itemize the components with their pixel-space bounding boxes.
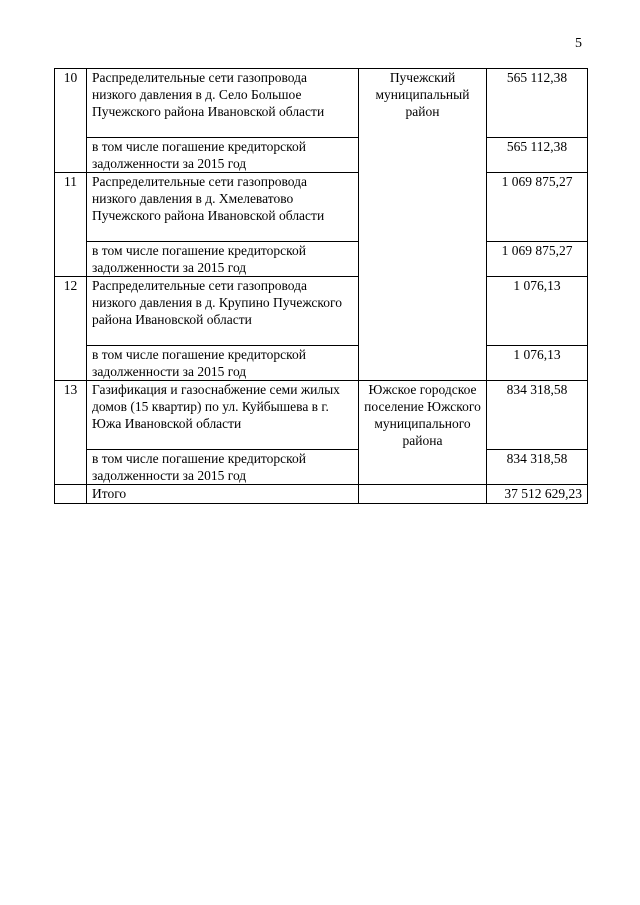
table-subrow: [55, 450, 588, 485]
table-row: [55, 69, 588, 138]
table-subrow: [55, 242, 588, 277]
debt-amount-cell: 565 112,38: [487, 138, 588, 173]
municipality-cell: Пучежский муниципальный район: [359, 69, 487, 381]
amount-cell: 565 112,38: [487, 69, 588, 138]
amount-cell: 1 069 875,27: [487, 173, 588, 242]
amount-cell: 834 318,58: [487, 381, 588, 450]
total-label: Итого: [87, 485, 359, 504]
row-number: 10: [55, 69, 87, 173]
row-number: 11: [55, 173, 87, 277]
total-row: [55, 485, 588, 504]
row-number: 12: [55, 277, 87, 381]
total-muni-cell: [359, 485, 487, 504]
table-subrow: [55, 138, 588, 173]
total-num-cell: [55, 485, 87, 504]
amount-cell: 1 076,13: [487, 277, 588, 346]
total-amount: 37 512 629,23: [487, 485, 588, 504]
object-name: Распределительные сети газопровода низкого давления в д. Крупино Пучежского района Ивановской области: [87, 277, 359, 346]
debt-amount-cell: 1 069 875,27: [487, 242, 588, 277]
municipality-cell: Южское городское поселение Южского муниципального района: [359, 381, 487, 485]
table-row: [55, 277, 588, 346]
financing-table: [54, 68, 588, 504]
table-subrow: [55, 346, 588, 381]
debt-amount-cell: 1 076,13: [487, 346, 588, 381]
debt-amount-cell: 834 318,58: [487, 450, 588, 485]
debt-label: в том числе погашение кредиторской задолженности за 2015 год: [87, 138, 359, 173]
debt-label: в том числе погашение кредиторской задолженности за 2015 год: [87, 346, 359, 381]
object-name: Распределительные сети газопровода низкого давления в д. Село Большое Пучежского района Ивановской области: [87, 69, 359, 138]
table-row: [55, 381, 588, 450]
debt-label: в том числе погашение кредиторской задолженности за 2015 год: [87, 450, 359, 485]
table-row: [55, 173, 588, 242]
object-name: Газификация и газоснабжение семи жилых домов (15 квартир) по ул. Куйбышева в г. Южа Ивановской области: [87, 381, 359, 450]
debt-label: в том числе погашение кредиторской задолженности за 2015 год: [87, 242, 359, 277]
page-number: 5: [575, 36, 582, 51]
row-number: 13: [55, 381, 87, 485]
object-name: Распределительные сети газопровода низкого давления в д. Хмелеватово Пучежского района Ивановской области: [87, 173, 359, 242]
